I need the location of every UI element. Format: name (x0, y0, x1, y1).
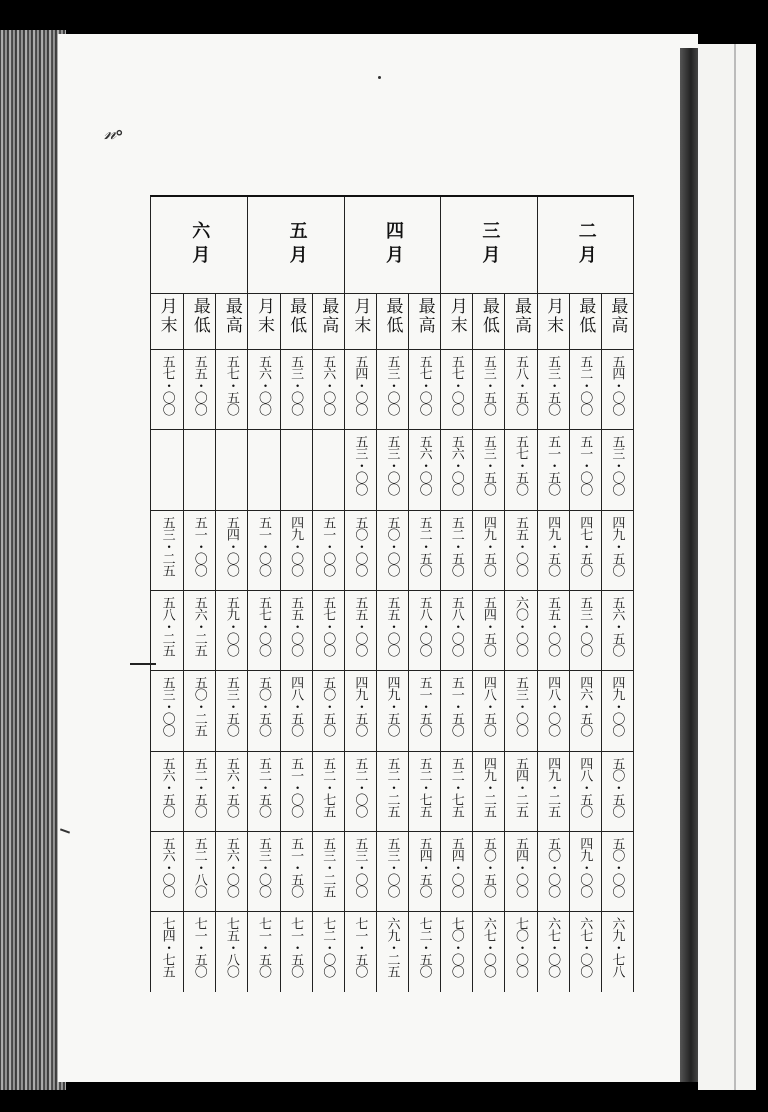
table-cell (504, 596, 536, 666)
table-cell-value: 五六・〇〇 (159, 836, 175, 897)
table-cell (472, 917, 504, 987)
table-cell-value: 五二・五〇 (416, 515, 432, 576)
month-label: 二月 (575, 221, 597, 269)
table-cell (376, 516, 408, 586)
table-cell (280, 837, 312, 907)
month-header (440, 197, 537, 294)
table-cell (344, 837, 376, 907)
table-cell (247, 516, 279, 586)
column-header (537, 293, 570, 349)
table-cell (408, 516, 440, 586)
table-cell (601, 757, 633, 827)
table-cell-value: 六九・七八 (609, 917, 625, 978)
table-cell (537, 837, 569, 907)
table-cell-value: 六七・〇〇 (545, 917, 561, 978)
table-cell (472, 355, 504, 425)
table-cell (472, 676, 504, 746)
table-cell-value: 五三・五〇 (480, 355, 496, 415)
table-cell (601, 676, 633, 746)
column-header (183, 293, 216, 349)
table-cell-value: 四九・五〇 (384, 676, 400, 737)
table-cell-value: 七五・八〇 (223, 917, 239, 978)
table-cell (151, 516, 183, 586)
table-cell-value: 五一・〇〇 (320, 515, 336, 576)
table-cell-value: 五二・七五 (320, 756, 336, 817)
table-cell (569, 757, 601, 827)
table-cell-value: 五三・〇〇 (513, 676, 529, 737)
table-cell (312, 837, 344, 907)
table-cell (601, 837, 633, 907)
table-cell (151, 676, 183, 746)
table-cell-value: 五八・五〇 (513, 355, 529, 415)
table-cell (183, 917, 215, 987)
table-cell-value: 五〇・〇〇 (384, 515, 400, 576)
month-label: 三月 (479, 221, 501, 269)
row-divider (151, 670, 633, 671)
month-label: 六月 (189, 221, 211, 269)
table-cell-value: 五〇・〇〇 (352, 515, 368, 576)
table-cell-value: 六〇・〇〇 (513, 595, 529, 656)
table-cell-value: 五四・五〇 (480, 595, 496, 656)
table-cell-value: 七一・五〇 (255, 917, 271, 978)
table-cell-value: 五四・五〇 (416, 836, 432, 897)
table-cell-value: 五三・〇〇 (384, 836, 400, 897)
column-header (215, 293, 248, 349)
table-cell-value: 五一・〇〇 (577, 435, 593, 496)
table-cell-value: 五〇・〇〇 (609, 836, 625, 897)
table-cell-value: 五〇・〇〇 (545, 836, 561, 897)
table-cell-value: 五二・七五 (448, 756, 464, 817)
table-cell (440, 435, 472, 505)
table-cell (472, 757, 504, 827)
column-header-label: 最低 (382, 297, 403, 335)
table-cell-value: 五一・〇〇 (191, 515, 207, 576)
table-cell-value: 五一・五〇 (448, 676, 464, 737)
table-cell-value: 五六・五〇 (159, 756, 175, 817)
table-cell-value: 七〇・〇〇 (448, 917, 464, 978)
table-cell (504, 516, 536, 586)
table-cell (151, 355, 183, 425)
table-cell (569, 676, 601, 746)
table-cell-value: 七一・五〇 (288, 917, 304, 978)
handwritten-page-note: 𝓃∘ (104, 120, 123, 144)
column-header-label: 最高 (414, 297, 435, 335)
table-cell (601, 355, 633, 425)
table-cell-value: 五五・〇〇 (513, 515, 529, 576)
table-cell (472, 837, 504, 907)
table-cell-value: 五二・五〇 (448, 515, 464, 576)
table-cell-value: 五七・〇〇 (448, 355, 464, 415)
table-cell (344, 757, 376, 827)
table-cell (344, 917, 376, 987)
table-cell-value: 五四・〇〇 (513, 836, 529, 897)
table-cell-value: 五五・〇〇 (288, 595, 304, 656)
table-cell (537, 596, 569, 666)
column-header-label: 最高 (607, 297, 628, 335)
table-cell (408, 435, 440, 505)
table-cell (569, 596, 601, 666)
facing-page-edge (698, 44, 756, 1090)
table-cell-value: 五六・〇〇 (320, 355, 336, 415)
table-cell-value: 四九・五〇 (480, 515, 496, 576)
table-cell (280, 355, 312, 425)
table-cell-value: 五三・二五 (320, 836, 336, 897)
table-cell-value: 五二・〇〇 (352, 756, 368, 817)
table-cell-value: 五四・〇〇 (609, 355, 625, 415)
table-cell (215, 355, 247, 425)
table-cell (215, 596, 247, 666)
table-cell (183, 596, 215, 666)
table-cell (215, 676, 247, 746)
table-cell (344, 596, 376, 666)
table-cell (151, 757, 183, 827)
table-cell (569, 435, 601, 505)
table-cell-value: 五四・〇〇 (352, 355, 368, 415)
table-cell (440, 516, 472, 586)
table-cell (151, 837, 183, 907)
table-cell-value: 五二・五〇 (255, 756, 271, 817)
table-cell-value: 五三・〇〇 (352, 435, 368, 496)
table-cell-value: 四八・〇〇 (545, 676, 561, 737)
table-cell (312, 355, 344, 425)
row-divider (151, 429, 633, 430)
column-header-label: 最低 (286, 297, 307, 335)
column-header (151, 293, 183, 349)
table-cell-value: 五七・五〇 (513, 435, 529, 496)
table-cell (537, 435, 569, 505)
table-cell-value: 七一・五〇 (191, 917, 207, 978)
table-cell (247, 435, 279, 505)
table-cell (569, 516, 601, 586)
table-cell (376, 435, 408, 505)
book-spine (0, 30, 66, 1090)
table-cell (408, 596, 440, 666)
table-cell (280, 757, 312, 827)
table-cell-value: 五〇・五〇 (609, 756, 625, 817)
column-header (280, 293, 313, 349)
table-cell-value: 五三・〇〇 (255, 836, 271, 897)
month-header (344, 197, 441, 294)
table-cell (344, 676, 376, 746)
table-cell (376, 837, 408, 907)
table-cell-value: 六七・〇〇 (577, 917, 593, 978)
table-cell-value: 五〇・二五 (191, 676, 207, 737)
table-cell (215, 917, 247, 987)
table-cell (504, 917, 536, 987)
column-header (312, 293, 345, 349)
table-cell (504, 435, 536, 505)
table-cell (280, 596, 312, 666)
table-cell (569, 837, 601, 907)
table-cell (601, 596, 633, 666)
table-cell-value: 四七・五〇 (577, 515, 593, 576)
table-cell (247, 355, 279, 425)
table-cell-value: 五八・〇〇 (416, 595, 432, 656)
table-cell-value: 五三・五〇 (223, 676, 239, 737)
price-table (150, 195, 634, 992)
table-cell-value: 七二・五〇 (416, 917, 432, 978)
table-cell-value: 四八・五〇 (480, 676, 496, 737)
table-cell-value: 五七・〇〇 (416, 355, 432, 415)
table-cell (601, 516, 633, 586)
table-cell (569, 355, 601, 425)
table-cell-value: 五八・二五 (159, 595, 175, 656)
table-cell-value: 五三・〇〇 (609, 435, 625, 496)
table-cell-value: 五二・〇〇 (577, 355, 593, 415)
table-cell-value: 五六・二五 (191, 595, 207, 656)
table-cell-value: 五一・〇〇 (288, 756, 304, 817)
column-header-label: 最低 (189, 297, 210, 335)
table-cell-value: 五五・〇〇 (545, 595, 561, 656)
table-cell (151, 596, 183, 666)
month-header (151, 197, 247, 294)
table-cell (472, 435, 504, 505)
column-header (440, 293, 473, 349)
table-cell-value: 六七・〇〇 (480, 917, 496, 978)
column-header (504, 293, 537, 349)
table-cell-value: 五四・〇〇 (223, 515, 239, 576)
table-cell-value: 四八・五〇 (577, 756, 593, 817)
table-cell (504, 757, 536, 827)
column-header-label: 月末 (253, 297, 274, 335)
table-cell-value: 五六・〇〇 (255, 355, 271, 415)
table-cell-value: 七四・七五 (159, 917, 175, 978)
table-cell (472, 596, 504, 666)
table-cell-value: 五九・〇〇 (223, 595, 239, 656)
table-cell-value: 五三・二五 (159, 515, 175, 576)
table-cell (247, 596, 279, 666)
table-cell (183, 757, 215, 827)
table-cell-value: 五三・〇〇 (577, 595, 593, 656)
table-cell-value: 五六・〇〇 (416, 435, 432, 496)
table-cell-value: 四九・〇〇 (288, 515, 304, 576)
column-header (247, 293, 280, 349)
table-cell-value: 五六・〇〇 (448, 435, 464, 496)
row-divider (151, 349, 633, 350)
table-cell-value: 五四・〇〇 (448, 836, 464, 897)
table-cell-value: 七〇・〇〇 (513, 917, 529, 978)
table-cell-value: 五一・五〇 (288, 836, 304, 897)
table-cell-value: 七二・〇〇 (320, 917, 336, 978)
table-cell-value: 五八・〇〇 (448, 595, 464, 656)
table-cell-value: 五三・〇〇 (159, 676, 175, 737)
table-cell-value: 四九・〇〇 (609, 676, 625, 737)
table-cell-value: 四九・五〇 (609, 515, 625, 576)
table-cell (537, 355, 569, 425)
row-divider (151, 911, 633, 912)
table-cell (504, 355, 536, 425)
column-header (376, 293, 409, 349)
table-cell-value: 四九・五〇 (352, 676, 368, 737)
table-cell-value: 五三・〇〇 (384, 435, 400, 496)
table-cell-value: 四九・五〇 (545, 515, 561, 576)
table-cell-value: 五四・二五 (513, 756, 529, 817)
table-cell (183, 676, 215, 746)
table-cell (344, 435, 376, 505)
table-cell-value: 五〇・五〇 (320, 676, 336, 737)
row-divider (151, 510, 633, 511)
table-cell-value: 五七・〇〇 (255, 595, 271, 656)
table-cell (344, 355, 376, 425)
month-header (537, 197, 634, 294)
table-cell (440, 757, 472, 827)
table-cell (408, 837, 440, 907)
table-cell (247, 676, 279, 746)
table-cell (247, 917, 279, 987)
row-divider (151, 590, 633, 591)
table-cell (601, 435, 633, 505)
column-header (472, 293, 505, 349)
table-cell (504, 676, 536, 746)
table-cell (183, 516, 215, 586)
table-cell-value: 五三・〇〇 (384, 355, 400, 415)
table-cell-value: 五六・五〇 (609, 595, 625, 656)
column-header (408, 293, 441, 349)
table-cell-value: 四六・五〇 (577, 676, 593, 737)
column-header (569, 293, 602, 349)
table-cell-value: 五一・五〇 (416, 676, 432, 737)
table-cell-value: 五〇・五〇 (255, 676, 271, 737)
table-cell (312, 516, 344, 586)
table-cell (280, 516, 312, 586)
table-cell (247, 757, 279, 827)
column-header-label: 月末 (350, 297, 371, 335)
column-header-label: 最高 (511, 297, 532, 335)
month-label: 四月 (382, 221, 404, 269)
table-cell (569, 917, 601, 987)
table-cell (215, 757, 247, 827)
table-cell (376, 917, 408, 987)
column-header-label: 最高 (221, 297, 242, 335)
table-cell-value: 五二・二五 (384, 756, 400, 817)
table-cell-value: 五五・〇〇 (191, 355, 207, 415)
table-cell (440, 355, 472, 425)
table-cell-value: 五七・〇〇 (159, 355, 175, 415)
table-cell (440, 676, 472, 746)
table-cell (440, 917, 472, 987)
table-cell (408, 757, 440, 827)
table-cell-value: 五七・五〇 (223, 355, 239, 415)
table-cell (601, 917, 633, 987)
column-header-label: 最低 (575, 297, 596, 335)
table-cell-value: 五二・五〇 (191, 756, 207, 817)
column-header-label: 最低 (478, 297, 499, 335)
table-cell (376, 757, 408, 827)
table-cell (151, 917, 183, 987)
table-cell-value: 五六・〇〇 (223, 836, 239, 897)
table-cell (247, 837, 279, 907)
table-cell (215, 837, 247, 907)
table-cell-value: 四九・二五 (480, 756, 496, 817)
ink-speck (378, 76, 381, 79)
table-cell (280, 435, 312, 505)
table-cell-value: 五七・〇〇 (320, 595, 336, 656)
table-cell (344, 516, 376, 586)
table-cell (408, 676, 440, 746)
table-cell-value: 五二・八〇 (191, 836, 207, 897)
table-cell (312, 596, 344, 666)
table-cell-value: 四九・〇〇 (577, 836, 593, 897)
table-cell (537, 917, 569, 987)
table-cell (376, 676, 408, 746)
month-label: 五月 (286, 221, 308, 269)
column-header (601, 293, 634, 349)
row-divider (151, 831, 633, 832)
table-cell-value: 五三・五〇 (545, 355, 561, 415)
table-cell-value: 五五・〇〇 (384, 595, 400, 656)
table-cell-value: 七一・五〇 (352, 917, 368, 978)
table-cell (537, 757, 569, 827)
table-cell-value: 五三・五〇 (480, 435, 496, 496)
table-cell-value: 五一・〇〇 (255, 515, 271, 576)
table-cell-value: 六九・二五 (384, 917, 400, 978)
table-cell (312, 676, 344, 746)
table-cell (183, 435, 215, 505)
table-cell-value: 五五・〇〇 (352, 595, 368, 656)
table-cell (440, 837, 472, 907)
table-cell (504, 837, 536, 907)
column-header (344, 293, 377, 349)
table-cell-value: 五三・〇〇 (352, 836, 368, 897)
month-header (247, 197, 344, 294)
table-cell-value: 五〇・五〇 (480, 836, 496, 897)
table-cell-value: 五三・〇〇 (288, 355, 304, 415)
table-cell (183, 837, 215, 907)
table-cell (183, 355, 215, 425)
column-header-label: 月末 (446, 297, 467, 335)
table-cell (408, 355, 440, 425)
column-header-label: 月末 (543, 297, 564, 335)
table-cell (215, 435, 247, 505)
column-header-label: 最高 (318, 297, 339, 335)
table-cell (312, 917, 344, 987)
table-cell (215, 516, 247, 586)
table-cell (280, 676, 312, 746)
table-cell (472, 516, 504, 586)
table-cell (376, 355, 408, 425)
table-cell (312, 435, 344, 505)
table-cell-value: 五一・五〇 (545, 435, 561, 496)
table-cell (376, 596, 408, 666)
page-gutter (680, 48, 698, 1082)
table-cell-value: 四八・五〇 (288, 676, 304, 737)
table-cell (408, 917, 440, 987)
column-header-label: 月末 (156, 297, 177, 335)
table-cell-value: 五二・七五 (416, 756, 432, 817)
row-divider (151, 751, 633, 752)
table-cell (537, 676, 569, 746)
table-cell (280, 917, 312, 987)
table-cell (151, 435, 183, 505)
table-cell-value: 五六・五〇 (223, 756, 239, 817)
table-cell (312, 757, 344, 827)
table-cell-value: 四九・二五 (545, 756, 561, 817)
table-cell (440, 596, 472, 666)
table-cell (537, 516, 569, 586)
